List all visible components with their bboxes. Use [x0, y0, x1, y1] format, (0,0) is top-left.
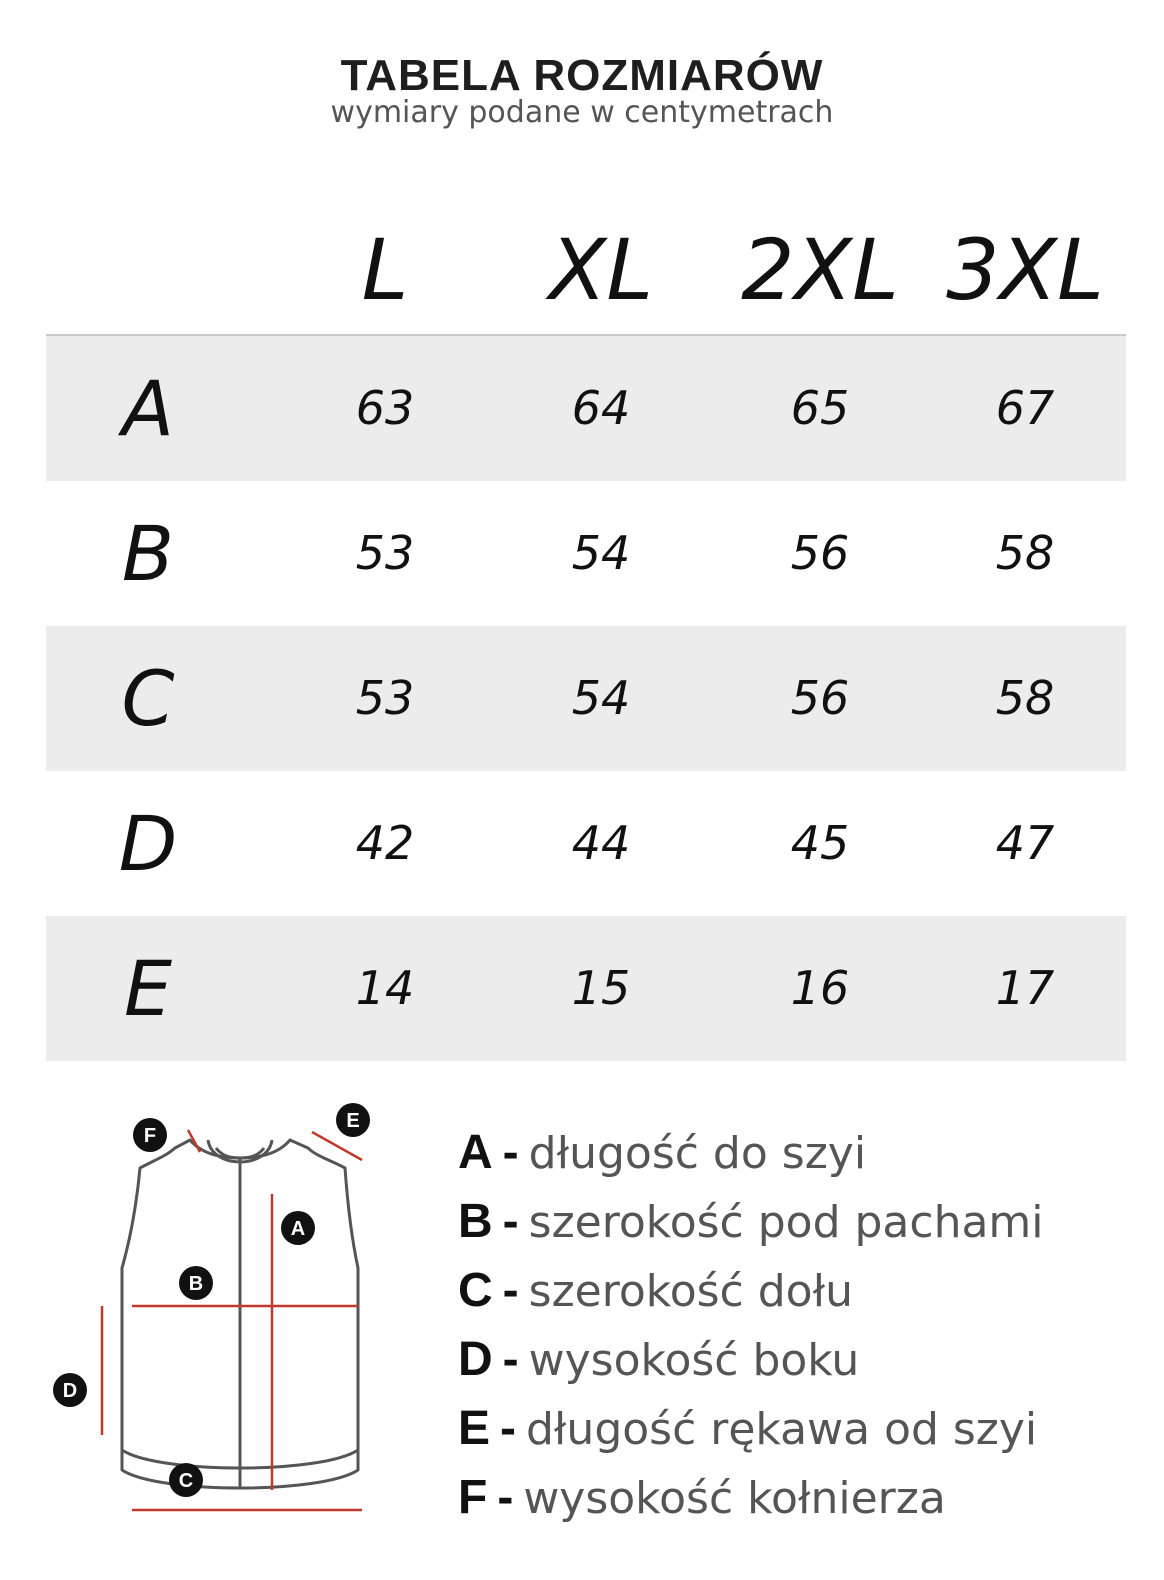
- marker-e-label: E: [346, 1110, 360, 1132]
- marker-a-label: A: [290, 1218, 306, 1240]
- table-cell: 53: [355, 526, 415, 580]
- table-cell: 15: [571, 961, 631, 1015]
- table-cell: 47: [995, 816, 1055, 870]
- table-cell: 65: [790, 381, 850, 435]
- table-cell: 14: [355, 961, 415, 1015]
- legend-item-c: [458, 1256, 1138, 1325]
- marker-d-label: D: [62, 1380, 78, 1402]
- table-cell: 56: [790, 526, 850, 580]
- row-label-b: B: [121, 509, 175, 598]
- vest-outline: [122, 1140, 358, 1488]
- table-cell: 44: [571, 816, 631, 870]
- size-label-xl: XL: [548, 221, 654, 319]
- legend-text: szerokość pod pachami: [528, 1197, 1044, 1248]
- marker-d-icon: [53, 1373, 87, 1407]
- legend-item-e: [458, 1394, 1138, 1463]
- marker-c-label: C: [178, 1470, 194, 1492]
- table-cell: 45: [790, 816, 850, 870]
- legend-key: C: [458, 1264, 493, 1317]
- page-subtitle: wymiary podane w centymetrach: [330, 95, 834, 130]
- table-cell: 58: [995, 526, 1055, 580]
- size-header-row: [0, 215, 1164, 325]
- row-label-e: E: [123, 944, 173, 1033]
- legend-item-d: [458, 1325, 1138, 1394]
- table-cell: 63: [355, 381, 415, 435]
- table-row-e: [46, 916, 1126, 1061]
- row-label-a: A: [122, 364, 174, 453]
- legend-item-b: [458, 1187, 1138, 1256]
- table-cell: 17: [995, 961, 1055, 1015]
- table-cell: 54: [571, 671, 631, 725]
- legend-text: długość rękawa od szyi: [526, 1404, 1038, 1455]
- legend-text: wysokość boku: [528, 1335, 860, 1386]
- page-title: TABELA ROZMIARÓW: [340, 51, 824, 100]
- table-cell: 58: [995, 671, 1055, 725]
- marker-b-label: B: [188, 1273, 204, 1295]
- legend-separator: -: [502, 1195, 519, 1248]
- legend-separator: -: [500, 1402, 516, 1455]
- legend-text: szerokość dołu: [528, 1266, 853, 1317]
- measurement-legend: [458, 1118, 1138, 1532]
- table-cell: 16: [790, 961, 850, 1015]
- legend-separator: -: [502, 1333, 519, 1386]
- row-label-d: D: [118, 799, 178, 888]
- table-cell: 64: [571, 381, 631, 435]
- table-cell: 56: [790, 671, 850, 725]
- legend-text: długość do szyi: [528, 1128, 867, 1179]
- size-label-3xl: 3XL: [946, 221, 1104, 319]
- table-cell: 53: [355, 671, 415, 725]
- size-label-2xl: 2XL: [741, 221, 899, 319]
- legend-text: wysokość kołnierza: [523, 1473, 946, 1524]
- legend-key: F: [458, 1471, 488, 1524]
- legend-item-a: [458, 1118, 1138, 1187]
- marker-e-icon: [336, 1103, 370, 1137]
- title-block: [0, 50, 1164, 130]
- table-row-a: [46, 336, 1126, 481]
- marker-f-label: F: [143, 1125, 157, 1147]
- table-cell: 67: [995, 381, 1055, 435]
- legend-separator: -: [497, 1471, 514, 1524]
- marker-b-icon: [179, 1266, 213, 1300]
- legend-key: B: [458, 1195, 493, 1248]
- table-cell: 42: [355, 816, 415, 870]
- legend-separator: -: [502, 1126, 519, 1179]
- size-label-l: L: [361, 221, 409, 319]
- marker-c-icon: [169, 1463, 203, 1497]
- marker-a-icon: [281, 1211, 315, 1245]
- vest-diagram: [40, 1090, 400, 1540]
- table-cell: 54: [571, 526, 631, 580]
- table-row-d: [46, 771, 1126, 916]
- table-row-b: [46, 481, 1126, 626]
- table-row-c: [46, 626, 1126, 771]
- marker-f-icon: [133, 1118, 167, 1152]
- legend-key: D: [458, 1333, 493, 1386]
- legend-key: E: [458, 1402, 491, 1455]
- legend-separator: -: [502, 1264, 519, 1317]
- legend-item-f: [458, 1463, 1138, 1532]
- measure-lines: [102, 1130, 362, 1510]
- legend-key: A: [458, 1126, 493, 1179]
- row-label-c: C: [121, 654, 175, 743]
